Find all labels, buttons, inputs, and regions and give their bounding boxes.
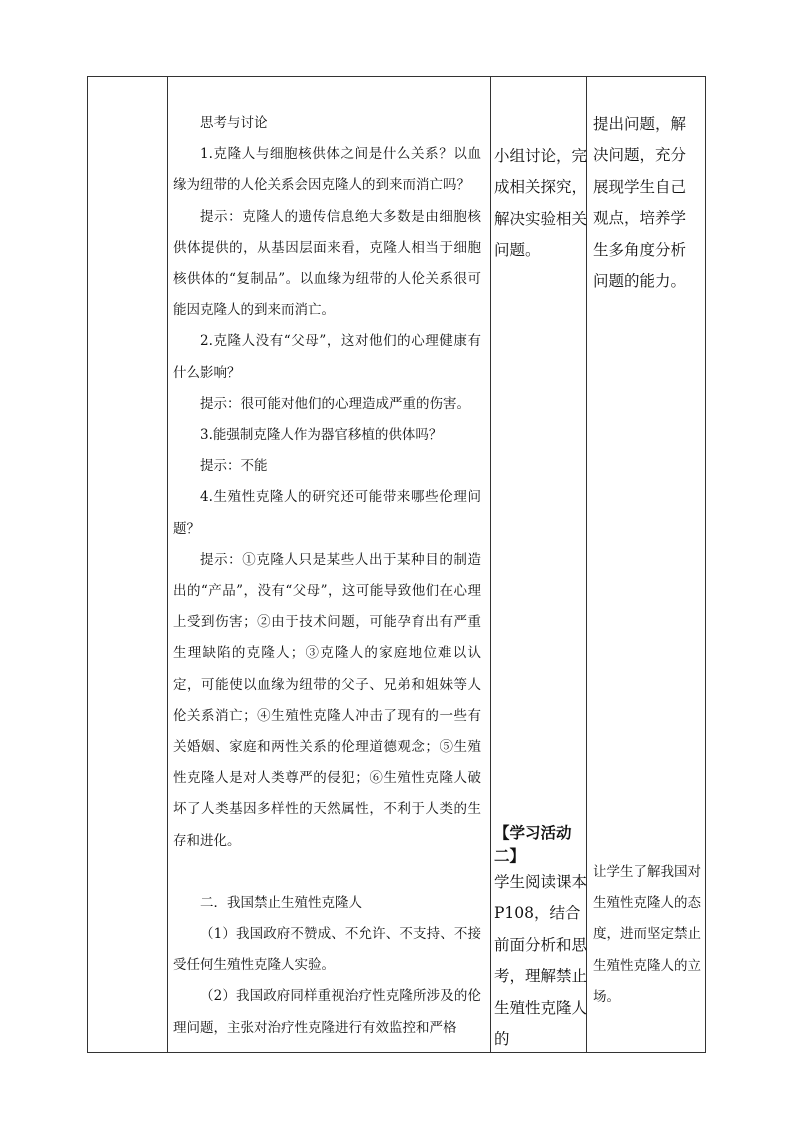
point-2: （2）我国政府同样重视治疗性克隆所涉及的伦理问题，主张对治疗性克隆进行有效监控和严格 — [173, 988, 481, 1036]
question-1: 1.克隆人与细胞核供体之间是什么关系？以血缘为纽带的人伦关系会因克隆人的到来而消亡吗？ — [173, 146, 481, 194]
student-activity-2-text: 学生阅读课本P108，结合前面分析和思考，理解禁止生殖性克隆人的 — [494, 873, 588, 1049]
question-2: 2.克隆人没有“父母”，这对他们的心理健康有什么影响？ — [173, 333, 481, 381]
design-intent-2-text: 让学生了解我国对生殖性克隆人的态度，进而坚定禁止生殖性克隆人的立场。 — [593, 864, 701, 1005]
question-3: 3.能强制克隆人作为器官移植的供体吗？ — [200, 427, 443, 444]
student-activity-1 — [494, 141, 587, 267]
point-1: （1）我国政府不赞成、不允许、不支持、不接受任何生殖性克隆人实验。 — [173, 926, 481, 974]
design-intent-1 — [593, 109, 701, 297]
activity-2-title: 【学习活动二】 — [494, 823, 572, 865]
column-divider — [167, 77, 168, 1052]
answer-2: 提示：很可能对他们的心理造成严重的伤害。 — [200, 395, 470, 412]
design-intent-2 — [593, 857, 701, 1013]
section-2-title: 二．我国禁止生殖性克隆人 — [200, 894, 362, 911]
student-activity-1-text: 小组讨论，完成相关探究，解决实验相关问题。 — [494, 147, 588, 260]
student-activity-2 — [494, 821, 587, 1055]
teaching-content-column — [173, 108, 481, 1044]
question-4: 4.生殖性克隆人的研究还可能带来哪些伦理问题？ — [173, 489, 481, 537]
discussion-title: 思考与讨论 — [200, 115, 268, 131]
lesson-table — [87, 76, 706, 1053]
answer-4: 提示：①克隆人只是某些人出于某种目的制造出的“产品”，没有“父母”，这可能导致他们在心理上受到伤害；②由于技术问题，可能孕育出有严重生理缺陷的克隆人；③克隆人的家庭地位难以认定，可能使以血缘为纽带的父子、兄弟和姐妹等人伦关系消亡；④生殖性克隆人冲击了现有的一些有关婚姻、家庭和两性关系的伦理道德观念；⑤生殖性克隆人是对人类尊严的侵犯；⑥生殖性克隆人破坏了人类基因多样性的天然属性，不利于人类的生存和进化。 — [173, 551, 481, 849]
column-divider — [490, 77, 491, 1052]
answer-1: 提示：克隆人的遗传信息绝大多数是由细胞核供体提供的，从基因层面来看，克隆人相当于细胞核供体的“复制品”。以血缘为纽带的人伦关系很可能因克隆人的到来而消亡。 — [173, 208, 481, 319]
answer-3: 提示：不能 — [200, 458, 268, 475]
design-intent-1-text: 提出问题，解决问题，充分展现学生自己观点，培养学生多角度分析问题的能力。 — [593, 115, 687, 291]
